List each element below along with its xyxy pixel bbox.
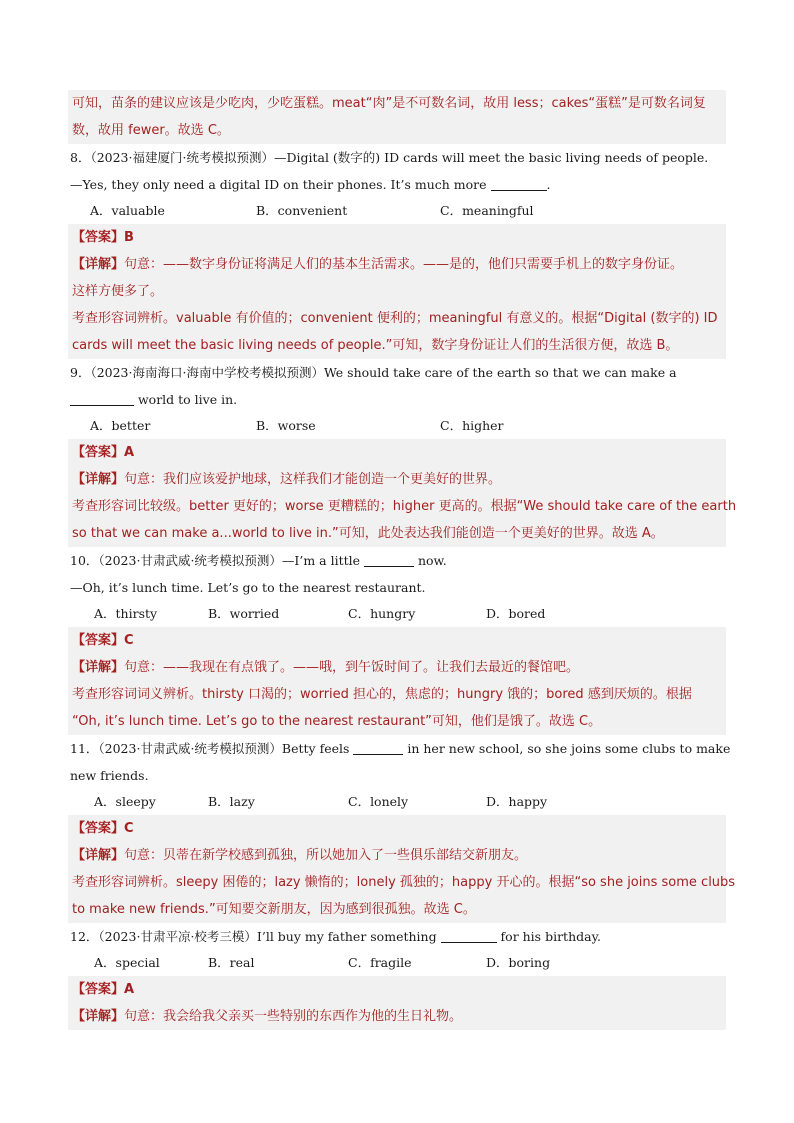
question-11 — [70, 735, 731, 815]
answer-label: 【答案】A — [72, 445, 135, 460]
explanation-line: cards will meet the basic living needs of people.”可知，数字身份证让人们的生活很方便，故选 B。 — [72, 338, 679, 353]
option-b: B．lazy — [208, 794, 255, 809]
answer-blank — [441, 929, 497, 943]
question-stem: 8．（2023·福建厦门·统考模拟预测）—Digital (数字的) ID cards will meet the basic living needs of people. — [70, 150, 709, 165]
question-stem: 9．（2023·海南海口·海南中学校考模拟预测）We should take care of the earth so that we can make a — [70, 365, 677, 380]
explanation-line: 可知，苗条的建议应该是少吃肉，少吃蛋糕。meat“肉”是不可数名词，故用 less；cakes“蛋糕”是可数名词复 — [72, 96, 706, 111]
question-stem: —Oh, it’s lunch time. Let’s go to the nearest restaurant. — [70, 580, 426, 595]
question-10 — [70, 547, 724, 627]
option-a: A．valuable — [90, 203, 165, 218]
q11-answer-block — [68, 815, 736, 923]
document-page — [70, 90, 737, 1030]
question-stem: 12．（2023·甘肃平凉·校考三模）I’ll buy my father something for his birthday. — [70, 929, 601, 944]
explanation-line: 考查形容词词义辨析。thirsty 口渴的；worried 担心的，焦虑的；hungry 饿的；bored 感到厌烦的。根据 — [72, 687, 692, 702]
option-b: B．real — [208, 955, 255, 970]
explanation-line: 【详解】句意：我会给我父亲买一些特别的东西作为他的生日礼物。 — [72, 1009, 463, 1024]
question-stem: world to live in. — [70, 386, 724, 413]
answer-blank — [353, 741, 403, 755]
option-a: A．sleepy — [94, 794, 156, 809]
option-b: B．worse — [256, 418, 316, 433]
question-stem: 10．（2023·甘肃武威·统考模拟预测）—I’m a little now. — [70, 553, 447, 568]
explanation-line: “Oh, it’s lunch time. Let’s go to the nearest restaurant”可知，他们是饿了。故选 C。 — [72, 714, 602, 729]
option-d: D．boring — [486, 955, 551, 970]
options-row — [70, 198, 724, 224]
option-a: A．special — [94, 955, 160, 970]
q10-answer-block — [68, 627, 726, 735]
explanation-line: 数，故用 fewer。故选 C。 — [72, 123, 230, 138]
answer-blank — [70, 392, 134, 406]
question-8 — [70, 144, 724, 224]
options-row — [70, 789, 724, 815]
q7-explanation — [68, 90, 726, 144]
options-row — [70, 950, 724, 976]
answer-label: 【答案】C — [72, 633, 134, 648]
explanation-line: to make new friends.”可知要交新朋友，因为感到很孤独。故选 C。 — [72, 902, 476, 917]
option-a: A．better — [90, 418, 151, 433]
answer-label: 【答案】A — [72, 982, 135, 997]
answer-label: 【答案】C — [72, 821, 134, 836]
q9-answer-block — [68, 439, 737, 547]
answer-blank — [364, 553, 414, 567]
explanation-line: 这样方便多了。 — [72, 284, 164, 299]
option-a: A．thirsty — [94, 606, 158, 621]
options-row — [70, 601, 724, 627]
option-c: C．lonely — [348, 794, 409, 809]
question-9 — [70, 359, 724, 439]
option-d: D．happy — [486, 794, 548, 809]
option-c: C．hungry — [348, 606, 416, 621]
explanation-line: 考查形容词辨析。sleepy 困倦的；lazy 懒惰的；lonely 孤独的；happy 开心的。根据“so she joins some clubs — [72, 875, 736, 890]
options-row — [70, 413, 724, 439]
question-stem: —Yes, they only need a digital ID on their phones. It’s much more . — [70, 177, 551, 192]
explanation-line: 【详解】句意：我们应该爱护地球，这样我们才能创造一个更美好的世界。 — [72, 472, 502, 487]
question-12 — [70, 923, 724, 976]
option-b: B．worried — [208, 606, 280, 621]
q12-answer-block — [68, 976, 726, 1030]
option-b: B．convenient — [256, 203, 348, 218]
question-stem: 11．（2023·甘肃武威·统考模拟预测）Betty feels in her new school, so she joins some clubs to make — [70, 741, 731, 756]
explanation-line: 【详解】句意：——我现在有点饿了。——哦，到午饭时间了。让我们去最近的餐馆吧。 — [72, 660, 580, 675]
explanation-line: so that we can make a...world to live in.”可知，此处表达我们能创造一个更美好的世界。故选 A。 — [72, 526, 664, 541]
q8-answer-block — [68, 224, 726, 359]
answer-blank — [491, 177, 547, 191]
option-c: C．higher — [440, 418, 504, 433]
option-d: D．bored — [486, 606, 546, 621]
answer-label: 【答案】B — [72, 230, 134, 245]
explanation-line: 考查形容词比较级。better 更好的；worse 更糟糕的；higher 更高的。根据“We should take care of the earth — [72, 499, 737, 514]
explanation-line: 【详解】句意：贝蒂在新学校感到孤独，所以她加入了一些俱乐部结交新朋友。 — [72, 848, 528, 863]
option-c: C．meaningful — [440, 203, 534, 218]
question-stem: new friends. — [70, 768, 149, 783]
explanation-line: 【详解】句意：——数字身份证将满足人们的基本生活需求。——是的，他们只需要手机上的数字身份证。 — [72, 257, 684, 272]
explanation-line: 考查形容词辨析。valuable 有价值的；convenient 便利的；meaningful 有意义的。根据“Digital (数字的) ID — [72, 311, 718, 326]
option-c: C．fragile — [348, 955, 412, 970]
